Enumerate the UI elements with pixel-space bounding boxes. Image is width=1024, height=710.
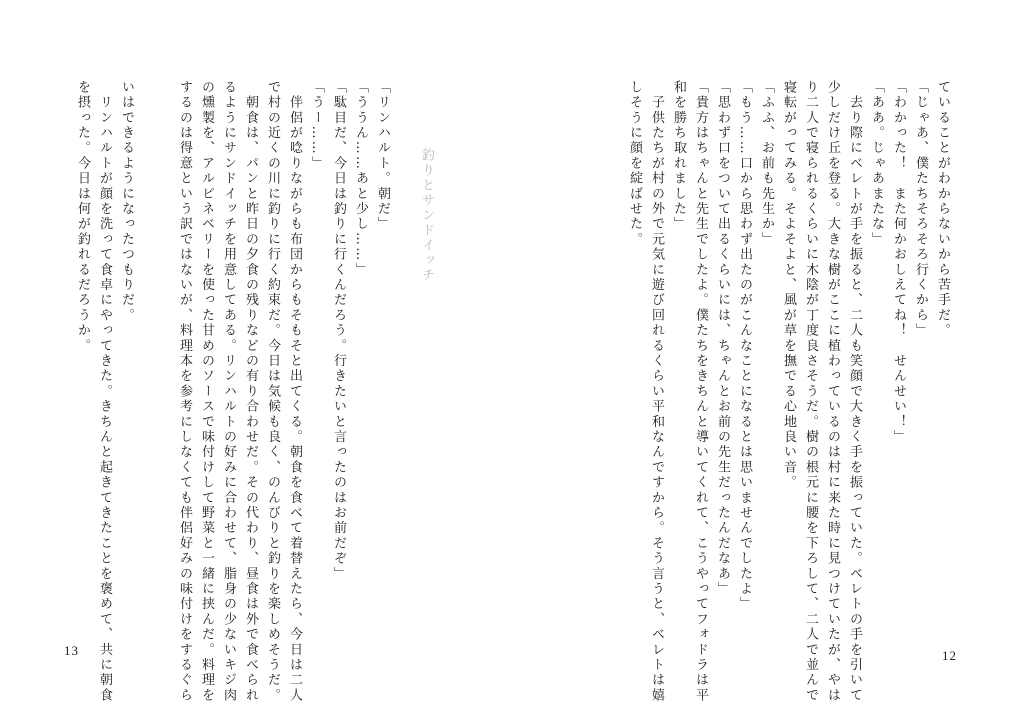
text-line: で村の近くの川に釣りに行く約束だ。今日は気候も良く、のんびりと釣りを楽しめそうだ。 bbox=[265, 80, 280, 704]
text-line: 伴侶が唸りながらも布団からもそもそと出てくる。朝食を食べて着替えたら、今日は二人 bbox=[287, 80, 302, 704]
text-line: するのは得意という訳ではないが、料理本を参考にしなくても伴侶好みの味付けをするぐら bbox=[177, 80, 192, 704]
text-line: ていることがわからないから苦手だ。 bbox=[935, 80, 950, 339]
text-line: いはできるようになったつもりだ。 bbox=[119, 80, 134, 324]
text-line: 「貴方はちゃんと先生でしたよ。僕たちをきちんと導いてくれて、こうやってフォドラは平 bbox=[693, 80, 708, 704]
text-line: 「駄目だ、今日は釣りに行くんだろう。行きたいと言ったのはお前だぞ」 bbox=[331, 80, 346, 582]
text-line: 「もう……口から思わず出たのがこんなことになるとは思いませんでしたよ」 bbox=[737, 80, 752, 612]
text-line: 少しだけ丘を登る。大きな樹がここに植わっているのは村に来た時に見つけていたが、やは bbox=[825, 80, 840, 704]
text-line: 「ううん……あと少し……」 bbox=[353, 80, 368, 278]
text-line: 去り際にベレトが手を振ると、二人も笑顔で大きく手を振っていた。ベレトの手を引いて bbox=[847, 80, 862, 704]
text-line: を摂った。今日は何が釣れるだろうか。 bbox=[75, 80, 90, 354]
text-line: 「思わず口をついて出るくらいには、ちゃんとお前の先生だったんだなあ」 bbox=[715, 80, 730, 597]
text-line: 寝転がってみる。そよそよと、風が草を撫でる心地良い音。 bbox=[781, 80, 796, 491]
text-line: 「じゃあ、僕たちそろそろ行くから」 bbox=[913, 80, 928, 339]
text-line: 「うー……」 bbox=[309, 80, 324, 172]
page-number: 13 bbox=[64, 643, 79, 658]
text-line: リンハルトが顔を洗って食卓にやってきた。きちんと起きてきたことを褒めて、共に朝食 bbox=[97, 80, 112, 704]
right-page bbox=[512, 0, 1024, 710]
text-line: り二人で寝られるくらいに木陰が丁度良さそうだ。樹の根元に腰を下ろして、二人で並んで bbox=[803, 80, 818, 704]
text-line: るようにサンドイッチを用意してある。リンハルトの好みに合わせて、脂身の少ないキジ肉 bbox=[221, 80, 236, 704]
text-line: 「ふふ、お前も先生か」 bbox=[759, 80, 774, 248]
text-line: の燻製を、アルピネベリーを使った甘めのソースで味付けして野菜と一緒に挟んだ。料理を bbox=[199, 80, 214, 704]
text-line: 「リンハルト。朝だ」 bbox=[375, 80, 390, 232]
page-number: 12 bbox=[942, 648, 957, 663]
text-line: 「わかった！ また何かおしえてね！ せんせい！」 bbox=[891, 80, 906, 445]
text-line: 子供たちが村の外で元気に遊び回れるくらい平和なんですから。そう言うと、ベレトは嬉 bbox=[649, 80, 664, 704]
section-title: 釣りとサンドイッチ bbox=[419, 148, 434, 283]
text-line: 「ああ。じゃあまたな」 bbox=[869, 80, 884, 248]
text-line: 朝食は、パンと昨日の夕食の残りなどの有り合わせだ。その代わり、昼食は外で食べられ bbox=[243, 80, 258, 704]
text-line: 和を勝ち取れました」 bbox=[671, 80, 686, 232]
text-line: しそうに顔を綻ばせた。 bbox=[627, 80, 642, 248]
